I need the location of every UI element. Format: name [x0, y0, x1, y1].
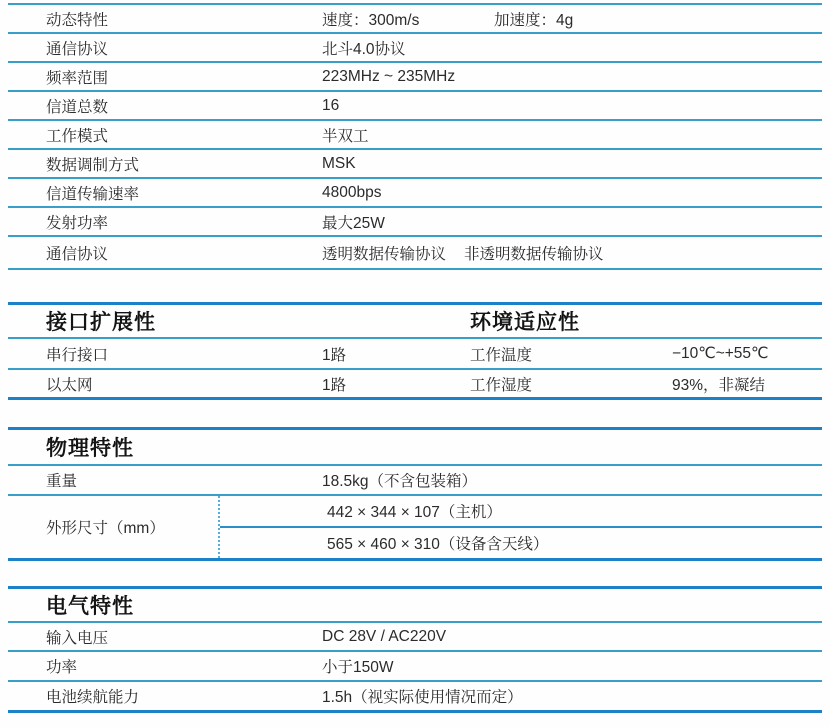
spec-label: 输入电压	[46, 629, 109, 647]
table-row	[8, 150, 822, 179]
table-row	[8, 5, 822, 34]
spec-label: 数据调制方式	[46, 156, 140, 174]
section-interface-environment	[8, 302, 822, 400]
spec-value: 1路	[322, 346, 347, 364]
section-header-row	[8, 305, 822, 339]
spec-value: 速度：300m/s	[322, 11, 420, 29]
section-title-electrical: 电气特性	[46, 595, 134, 618]
section-physical	[8, 427, 822, 561]
spec-label: 功率	[46, 659, 78, 676]
spec-value: 16	[322, 96, 340, 114]
table-row	[8, 34, 822, 63]
spec-value: 93%，非凝结	[672, 376, 766, 394]
spec-value: 18.5kg（不含包装箱）	[322, 473, 478, 490]
section-header-row	[8, 589, 822, 623]
section-title-environment: 环境适应性	[470, 311, 580, 334]
section-title-physical: 物理特性	[46, 437, 134, 460]
spec-label: 工作湿度	[470, 376, 533, 394]
table-row	[8, 237, 822, 270]
spec-value: 1路	[322, 376, 347, 394]
spec-value: 4800bps	[322, 183, 382, 201]
spec-value: 非透明数据传输协议	[464, 245, 604, 263]
spec-label: 工作温度	[470, 346, 533, 364]
spec-label: 通信协议	[46, 40, 109, 58]
table-row-dimensions	[8, 496, 822, 558]
spec-label: 重量	[46, 473, 78, 490]
spec-values	[322, 242, 604, 264]
table-row	[8, 121, 822, 150]
section-title-interface: 接口扩展性	[46, 311, 156, 334]
table-row	[8, 179, 822, 208]
spec-values	[322, 8, 573, 30]
dimension-values	[220, 496, 822, 558]
spec-label: 以太网	[46, 376, 93, 394]
spec-label: 外形尺寸（mm）	[8, 496, 220, 558]
spec-value: −10℃~+55℃	[672, 345, 769, 362]
section-header-row	[8, 430, 822, 466]
spec-value: 最大25W	[322, 214, 385, 232]
table-row	[8, 63, 822, 92]
spec-value: 小于150W	[322, 659, 394, 676]
spec-value: 透明数据传输协议	[322, 245, 447, 263]
table-row	[8, 339, 822, 368]
table-row	[8, 650, 822, 680]
table-row	[8, 466, 822, 496]
spec-label: 信道总数	[46, 98, 109, 116]
table-row	[8, 92, 822, 121]
table-row	[8, 680, 822, 710]
main-spec-table	[8, 3, 822, 270]
spec-value: 565 × 460 × 310（设备含天线）	[220, 526, 822, 558]
spec-value: 北斗4.0协议	[322, 40, 406, 58]
spec-label: 频率范围	[46, 69, 109, 87]
spec-label: 串行接口	[46, 346, 109, 364]
spec-value: 442 × 344 × 107（主机）	[327, 504, 502, 521]
spec-value: 加速度：4g	[494, 11, 574, 29]
table-row	[8, 208, 822, 237]
spec-label: 信道传输速率	[46, 185, 140, 203]
spec-label: 电池续航能力	[46, 689, 140, 706]
spec-value: 1.5h（视实际使用情况而定）	[322, 689, 523, 706]
spec-value: DC 28V / AC220V	[322, 627, 447, 645]
section-electrical	[8, 586, 822, 713]
spec-label: 工作模式	[46, 127, 109, 145]
spec-label: 动态特性	[46, 11, 109, 29]
table-row	[8, 623, 822, 650]
spec-value: 223MHz ~ 235MHz	[322, 67, 456, 85]
spec-value: 半双工	[322, 127, 369, 145]
spec-label: 发射功率	[46, 214, 109, 232]
spec-value: MSK	[322, 154, 356, 172]
table-row	[8, 368, 822, 397]
spec-label: 通信协议	[46, 245, 109, 263]
